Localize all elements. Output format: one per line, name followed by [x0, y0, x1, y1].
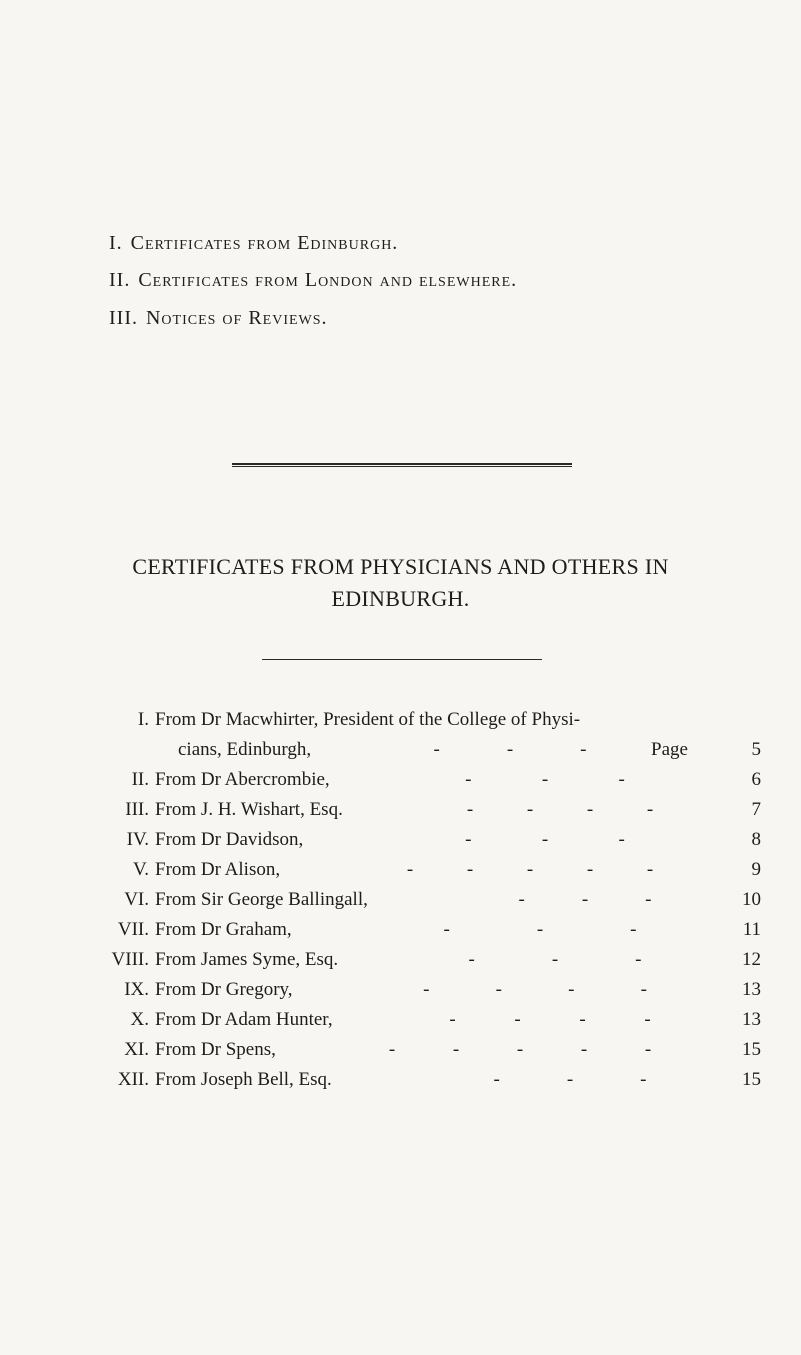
contents-entry [0, 855, 801, 885]
section-title: Certificates from London and elsewhere. [138, 269, 518, 291]
contents-entry [0, 795, 801, 825]
entry-number: II. [131, 769, 149, 790]
entry-number: X. [130, 1009, 149, 1030]
entry-number: VI. [124, 889, 149, 910]
heading-line-2: EDINBURGH. [331, 586, 470, 611]
leader-dashes: - - - [468, 949, 642, 970]
entry-title: From James Syme, Esq. [155, 949, 339, 970]
section-number: I. [109, 232, 123, 254]
entry-page: 8 [751, 829, 761, 850]
contents-entry-continuation [0, 735, 801, 765]
entry-number: IV. [126, 829, 149, 850]
entry-number: VIII. [111, 949, 149, 970]
page-label: Page [651, 739, 688, 760]
heading-line-1: CERTIFICATES FROM PHYSICIANS AND OTHERS IN [132, 554, 669, 579]
section-number: II. [109, 269, 131, 291]
entry-page: 11 [742, 919, 761, 940]
entry-title: From Dr Alison, [155, 859, 281, 880]
entry-page: 13 [742, 1009, 761, 1030]
entry-page: 6 [751, 769, 761, 790]
leader-dashes: - - - [433, 739, 587, 760]
entry-page: 12 [742, 949, 761, 970]
entry-page: 9 [751, 859, 761, 880]
entry-page: 5 [751, 739, 761, 760]
section-title: Notices of Reviews. [145, 307, 328, 329]
contents-entry [0, 765, 801, 795]
contents-entry [0, 825, 801, 855]
contents-entry [0, 1005, 801, 1035]
leader-dashes: - - - [465, 769, 625, 790]
leader-dashes: - - - - [423, 979, 647, 1000]
contents-entry [0, 705, 801, 735]
entry-page: 10 [742, 889, 761, 910]
entry-page: 15 [742, 1069, 761, 1090]
section-item [109, 233, 398, 253]
entry-title: From Dr Davidson, [155, 829, 304, 850]
section-item [109, 308, 328, 328]
entry-number: XII. [117, 1069, 149, 1090]
leader-dashes: - - - [493, 1069, 647, 1090]
double-rule-divider [232, 463, 572, 467]
entry-number: I. [137, 709, 149, 730]
contents-entry [0, 945, 801, 975]
contents-entry [0, 1065, 801, 1095]
contents-entry [0, 915, 801, 945]
entry-title: From Dr Abercrombie, [155, 769, 330, 790]
entry-title: From Dr Graham, [155, 919, 292, 940]
contents-entry [0, 885, 801, 915]
leader-dashes: - - - - - [388, 1039, 652, 1060]
entry-title: From Sir George Ballingall, [155, 889, 368, 910]
entry-page: 15 [742, 1039, 761, 1060]
entry-number: V. [132, 859, 149, 880]
entry-title: From J. H. Wishart, Esq. [155, 799, 343, 820]
entry-title: From Dr Adam Hunter, [155, 1009, 333, 1030]
entry-title: From Dr Spens, [155, 1039, 276, 1060]
leader-dashes: - - - - [466, 799, 654, 820]
leader-dashes: - - - - [449, 1009, 651, 1030]
entry-number: IX. [124, 979, 149, 1000]
contents-entry [0, 975, 801, 1005]
entry-number: III. [125, 799, 149, 820]
leader-dashes: - - - [443, 919, 637, 940]
contents-entry [0, 1035, 801, 1065]
entry-title: From Joseph Bell, Esq. [155, 1069, 332, 1090]
entry-title: From Dr Gregory, [155, 979, 293, 1000]
section-item [109, 270, 517, 290]
section-number: III. [109, 307, 138, 329]
entry-number: VII. [117, 919, 149, 940]
leader-dashes: - - - [465, 829, 625, 850]
entry-page: 13 [742, 979, 761, 1000]
contents-list [0, 705, 801, 1095]
section-title: Certificates from Edinburgh. [130, 232, 399, 254]
page-heading [0, 551, 801, 615]
entry-title-continued: cians, Edinburgh, [178, 739, 312, 760]
entry-page: 7 [751, 799, 761, 820]
leader-dashes: - - - - - [406, 859, 654, 880]
entry-title: From Dr Macwhirter, President of the College of Physi- [155, 709, 581, 730]
leader-dashes: - - - [518, 889, 652, 910]
entry-number: XI. [124, 1039, 149, 1060]
rule-divider [262, 659, 542, 660]
